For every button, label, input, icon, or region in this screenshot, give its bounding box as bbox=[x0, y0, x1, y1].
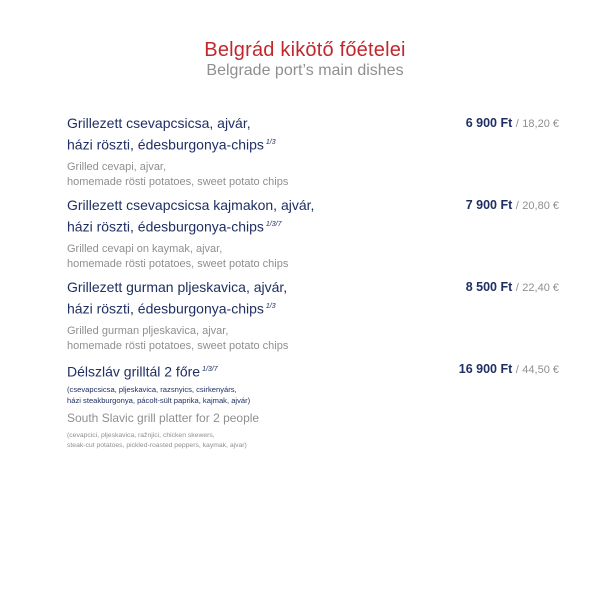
dish-name-hu bbox=[67, 114, 427, 155]
price-eur: 18,20 € bbox=[522, 118, 559, 130]
dish-name-hu bbox=[67, 360, 427, 382]
price-separator: / bbox=[515, 118, 519, 130]
price-eur: 44,50 € bbox=[522, 364, 559, 376]
description-line: homemade rösti potatoes, sweet potato chips bbox=[67, 175, 289, 188]
dish-name-line: Délszláv grilltál 2 főre bbox=[67, 363, 201, 380]
description-line: Grilled cevapi, ajvar, bbox=[67, 160, 167, 173]
price-separator: / bbox=[515, 282, 519, 294]
ingredients-line: (csevapcsicsa, pljeskavica, razsnyics, csirkenyárs, bbox=[67, 384, 237, 394]
dish-name-hu bbox=[67, 196, 427, 237]
dish-name-line: házi röszti, édesburgonya-chips bbox=[67, 300, 264, 317]
price-eur: 20,80 € bbox=[522, 200, 559, 212]
menu-item bbox=[67, 360, 567, 451]
dish-description-en bbox=[67, 160, 567, 190]
allergen-codes: 1/3/7 bbox=[265, 221, 282, 228]
ingredients-line: steak-cut potatoes, pickled-roasted peppers, kaymak, ajvar) bbox=[67, 441, 247, 449]
dish-description-en bbox=[67, 324, 567, 354]
price-huf: 7 900 Ft bbox=[465, 198, 513, 212]
ingredients-line: házi steakburgonya, pácolt-sült paprika, kajmak, ajvár) bbox=[67, 395, 251, 405]
price-eur: 22,40 € bbox=[522, 282, 559, 294]
price-huf: 16 900 Ft bbox=[458, 362, 513, 376]
price-huf: 6 900 Ft bbox=[465, 116, 513, 130]
allergen-codes: 1/3 bbox=[265, 139, 276, 146]
description-line: homemade rösti potatoes, sweet potato chips bbox=[67, 257, 289, 270]
dish-name-line: Grillezett csevapcsicsa, ajvár, bbox=[67, 115, 251, 131]
dish-price bbox=[466, 114, 559, 134]
dish-description-en bbox=[67, 242, 567, 272]
description-line: Grilled gurman pljeskavica, ajvar, bbox=[67, 324, 229, 337]
menu-item bbox=[67, 196, 567, 272]
page-header bbox=[0, 38, 610, 80]
dish-price bbox=[466, 196, 559, 216]
allergen-codes: 1/3/7 bbox=[202, 366, 218, 373]
dish-name-line: Grillezett gurman pljeskavica, ajvár, bbox=[67, 279, 288, 295]
dish-description-en: South Slavic grill platter for 2 people bbox=[67, 410, 260, 425]
dish-name-line: házi röszti, édesburgonya-chips bbox=[67, 218, 264, 235]
dish-ingredients-en bbox=[67, 431, 567, 451]
price-separator: / bbox=[515, 200, 519, 212]
page-title: Belgrád kikötő főételei bbox=[204, 39, 406, 61]
menu-item bbox=[67, 278, 567, 354]
dish-ingredients-hu bbox=[67, 384, 567, 406]
price-separator: / bbox=[515, 364, 519, 376]
dish-name-hu bbox=[67, 278, 427, 319]
price-huf: 8 500 Ft bbox=[465, 280, 513, 294]
dish-name-line: Grillezett csevapcsicsa kajmakon, ajvár, bbox=[67, 197, 315, 213]
dish-name-line: házi röszti, édesburgonya-chips bbox=[67, 136, 264, 153]
page-subtitle: Belgrade port’s main dishes bbox=[206, 62, 404, 79]
allergen-codes: 1/3 bbox=[265, 303, 276, 310]
dish-price bbox=[466, 278, 559, 298]
description-line: homemade rösti potatoes, sweet potato chips bbox=[67, 339, 289, 352]
dish-price bbox=[459, 360, 559, 380]
description-line: Grilled cevapi on kaymak, ajvar, bbox=[67, 242, 223, 255]
ingredients-line: (cevapcici, pljeskavica, ražnjici, chicken skewers, bbox=[67, 431, 215, 439]
menu-item bbox=[67, 114, 567, 190]
